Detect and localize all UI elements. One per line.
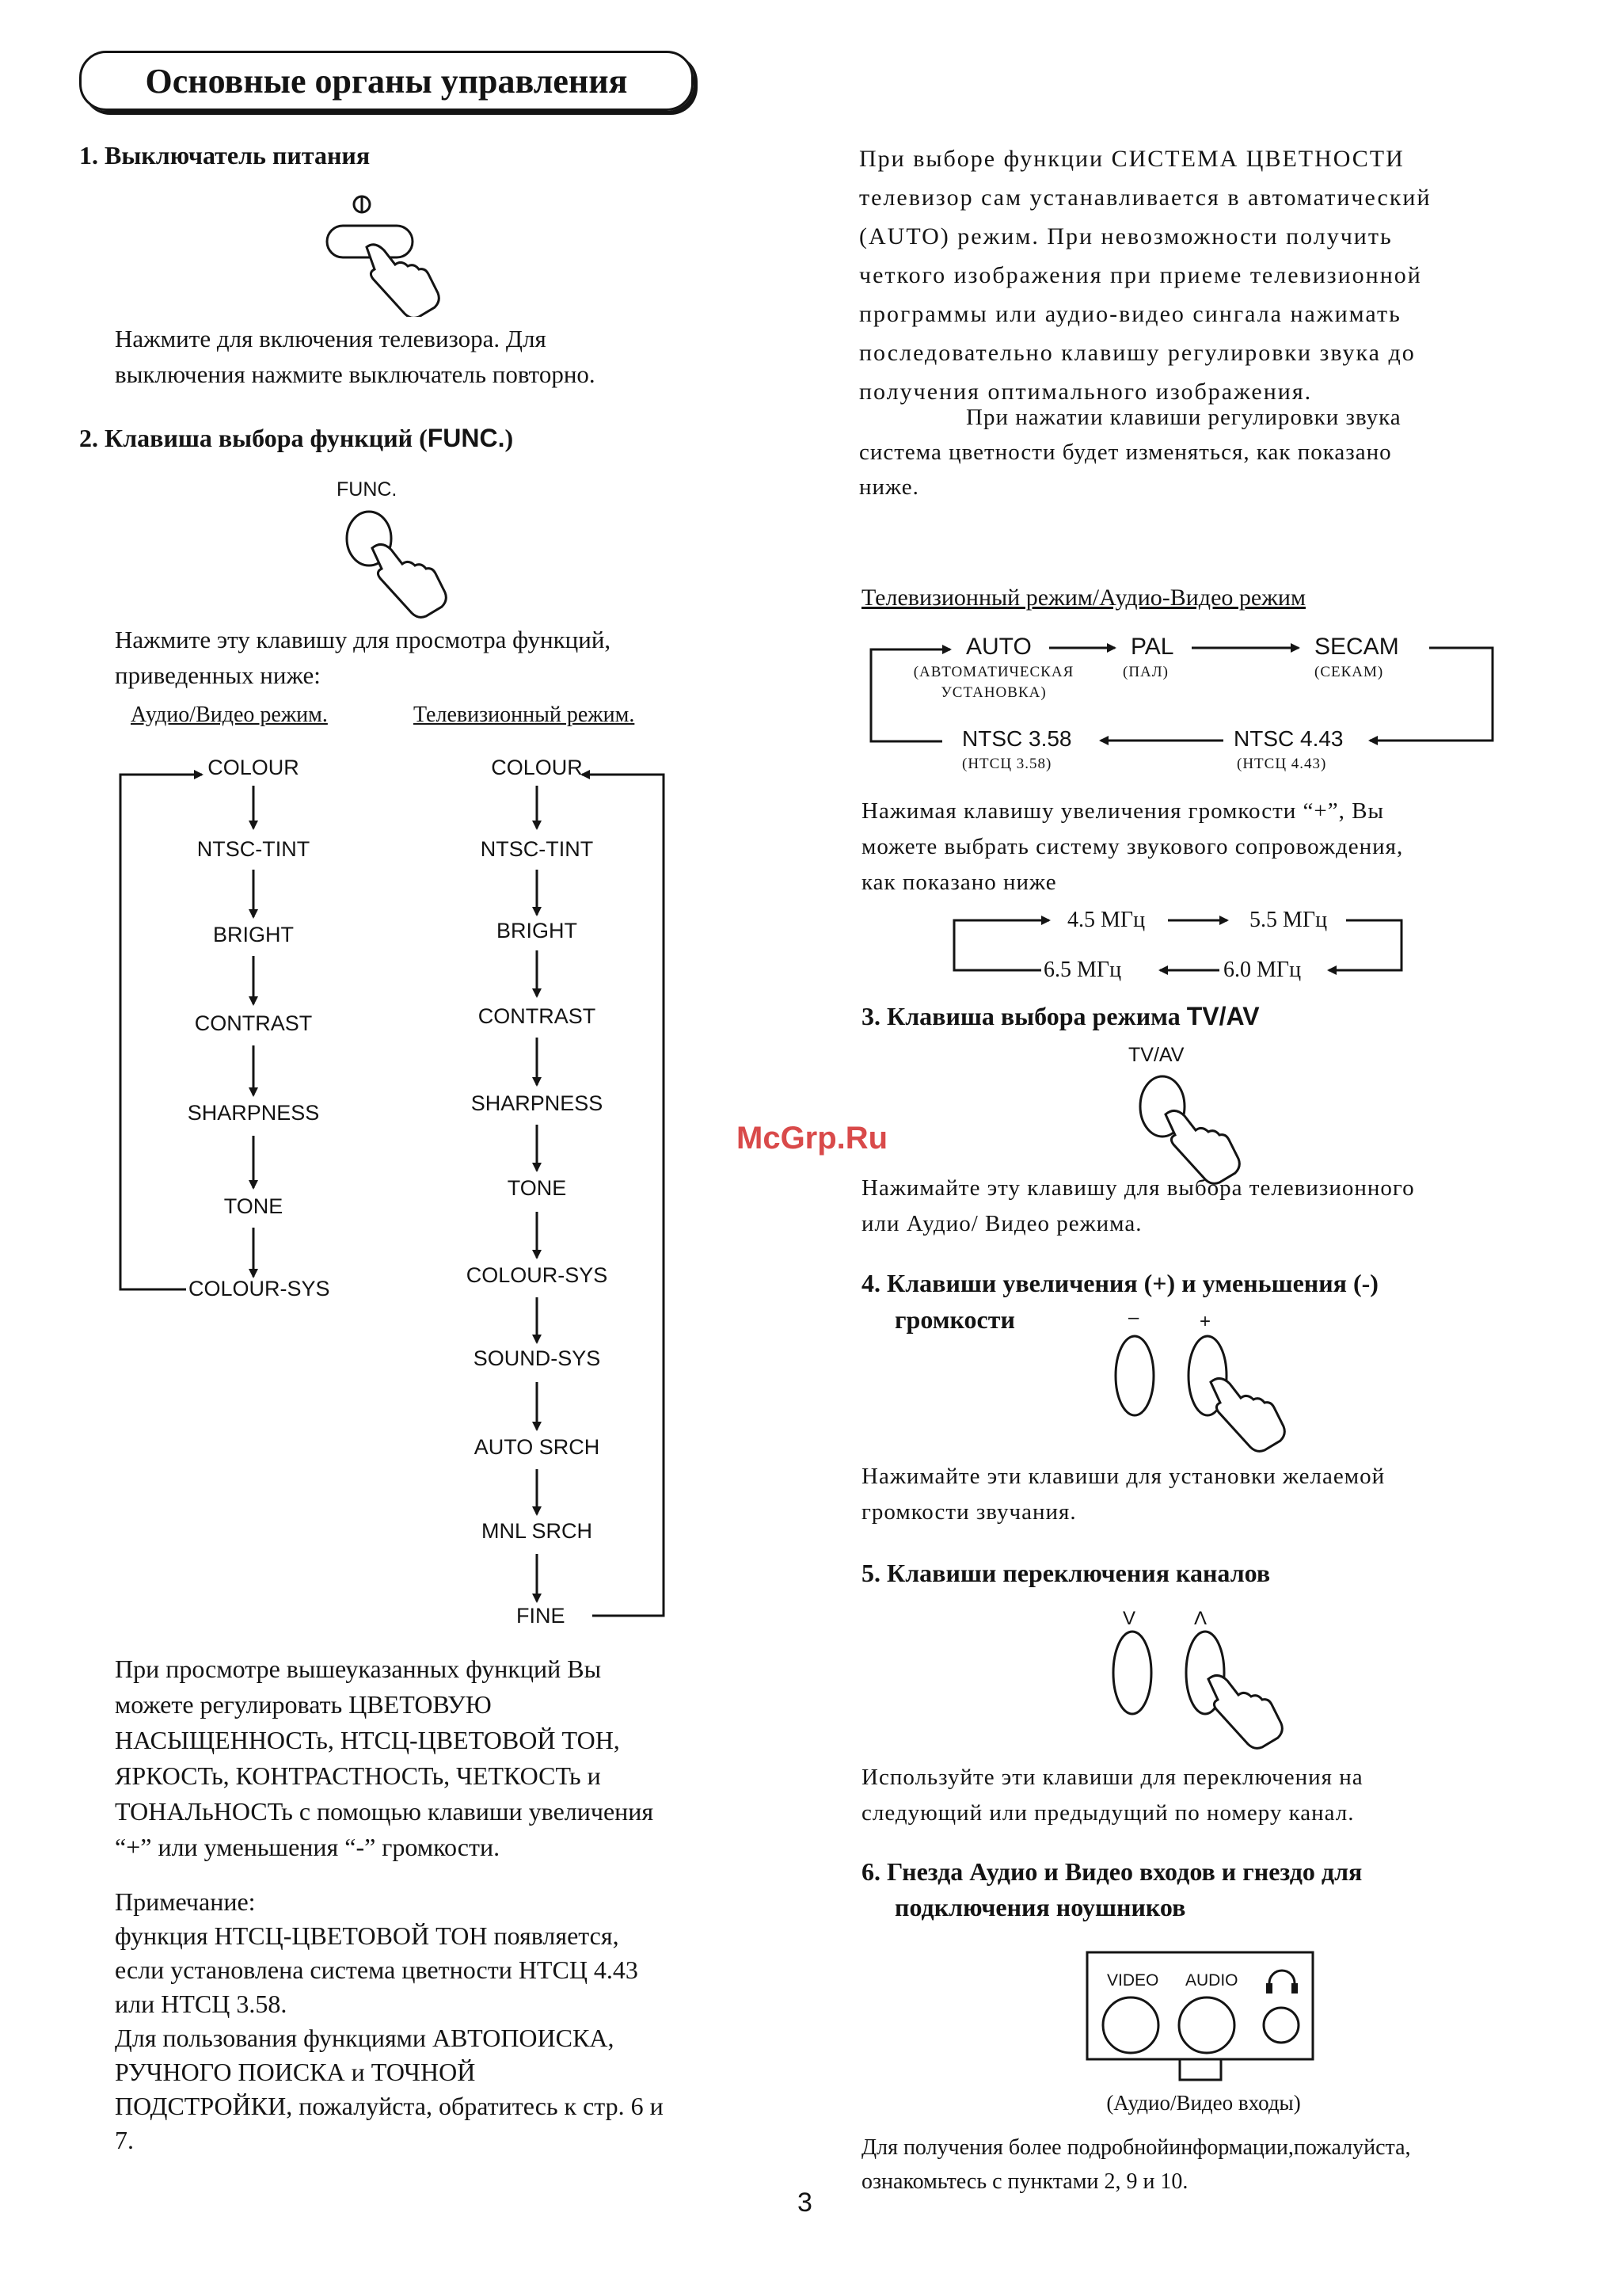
- tv-mode-column-title: Телевизионный режим.: [413, 703, 635, 727]
- cs-secam-sub: (СЕКАМ): [1314, 664, 1384, 680]
- cs-secam: SECAM: [1314, 634, 1399, 660]
- section-4-text: [861, 1459, 1385, 1530]
- cs-auto-sub-2: УСТАНОВКА): [941, 684, 1047, 701]
- sound-6-0: 6.0 МГц: [1223, 958, 1302, 982]
- func-key-name: FUNC.: [427, 424, 505, 452]
- section-2-text-2: приведенных ниже:: [115, 661, 321, 689]
- tv-item-mnl-srch: MNL SRCH: [481, 1519, 592, 1543]
- press-line: система цветности будет изменяться, как показано: [859, 440, 1392, 465]
- section-2-heading-post: ): [504, 424, 514, 452]
- note-line: Примечание:: [115, 1887, 256, 1916]
- tvav-button-label: TV/AV: [1128, 1044, 1185, 1066]
- video-jack-label[interactable]: VIDEO: [1107, 1971, 1159, 1990]
- more-info-line: Для получения более подробнойинформации,пожалуйста,: [861, 2135, 1411, 2160]
- tv-item-bright: BRIGHT: [496, 919, 577, 942]
- cs-ntsc358-sub: (НТСЦ 3.58): [962, 756, 1052, 772]
- section-6-heading-1: 6. Гнезда Аудио и Видео входов и гнездо для: [861, 1857, 1363, 1886]
- intro-line: четкого изображения при приеме телевизионной: [859, 262, 1422, 288]
- section-1-text-2: выключения нажмите выключатель повторно.: [115, 360, 595, 388]
- volume-line: Нажимая клавишу увеличения громкости “+”, Вы: [861, 798, 1384, 824]
- section-3-heading: [861, 1002, 1260, 1031]
- tvav-key-name: TV/AV: [1186, 1002, 1260, 1030]
- jack-caption: (Аудио/Видео входы): [1106, 2091, 1301, 2115]
- minus-key-label: –: [1128, 1307, 1139, 1328]
- intro-line: При выборе функции СИСТЕМА ЦВЕТНОСТИ: [859, 146, 1405, 172]
- av-item-sharpness: SHARPNESS: [187, 1101, 320, 1125]
- volume-buttons-hand-icon: [1112, 1335, 1295, 1457]
- sound-5-5: 5.5 МГц: [1249, 908, 1328, 932]
- tv-item-contrast: CONTRAST: [477, 1004, 596, 1028]
- note-line: ПОДСТРОЙКИ, пожалуйста, обратитесь к стр. 6 и: [115, 2092, 664, 2120]
- tv-item-sound-sys: SOUND-SYS: [473, 1346, 601, 1370]
- section-5-line: Используйте эти клавиши для переключения на: [861, 1765, 1363, 1790]
- section-3-line: или Аудио/ Видео режима.: [861, 1211, 1143, 1236]
- intro-line: телевизор сам устанавливается в автоматический: [859, 185, 1432, 211]
- tv-item-colour-sys: COLOUR-SYS: [466, 1263, 608, 1287]
- volume-line: можете выбрать систему звукового сопровождения,: [861, 834, 1404, 859]
- adjust-line: можете регулировать ЦВЕТОВУЮ: [115, 1690, 492, 1719]
- tv-item-tone: TONE: [507, 1176, 567, 1200]
- adjust-line: ЯРКОСТь, КОНТРАСТНОСТь, ЧЕТКОСТь и: [115, 1761, 601, 1790]
- channel-buttons-hand-icon: [1109, 1630, 1291, 1757]
- watermark: McGrp.Ru: [736, 1121, 888, 1156]
- audio-jack-label[interactable]: AUDIO: [1185, 1971, 1238, 1990]
- func-button-label: FUNC.: [337, 478, 397, 501]
- tv-item-fine: FINE: [516, 1604, 565, 1628]
- note-line: РУЧНОГО ПОИСКА и ТОЧНОЙ: [115, 2058, 476, 2086]
- note-line: 7.: [115, 2126, 134, 2154]
- section-4-line: Нажимайте эти клавиши для установки желаемой: [861, 1464, 1386, 1489]
- cs-ntsc443-sub: (НТСЦ 4.43): [1237, 756, 1327, 772]
- adjust-line: ТОНАЛьНОСТь с помощью клавиши увеличения: [115, 1797, 654, 1826]
- section-2-heading-pre: 2. Клавиша выбора функций (: [79, 424, 428, 452]
- av-mode-column-title: Аудио/Видео режим.: [131, 703, 328, 727]
- headphone-icon: [1265, 1969, 1299, 1996]
- section-3-line: Нажимайте эту клавишу для выбора телевизионного: [861, 1175, 1415, 1201]
- channel-up-label: Λ: [1194, 1608, 1208, 1629]
- note-line: если установлена система цветности НТСЦ 4.43: [115, 1955, 638, 1984]
- note-line: функция НТСЦ-ЦВЕТОВОЙ ТОН появляется,: [115, 1921, 619, 1950]
- tv-item-auto-srch: AUTO SRCH: [474, 1435, 600, 1459]
- volume-line: как показано ниже: [861, 870, 1057, 895]
- tv-item-ntsc-tint: NTSC-TINT: [480, 837, 594, 861]
- sound-6-5: 6.5 МГц: [1044, 958, 1122, 982]
- press-line: При нажатии клавиши регулировки звука: [966, 405, 1402, 430]
- section-5-heading: 5. Клавиши переключения каналов: [861, 1559, 1271, 1587]
- tv-item-colour: COLOUR: [491, 756, 583, 779]
- cs-pal-sub: (ПАЛ): [1123, 664, 1169, 680]
- section-5-line: следующий или предыдущий по номеру канал.: [861, 1800, 1355, 1826]
- adjust-line: При просмотре вышеуказанных функций Вы: [115, 1655, 602, 1683]
- channel-down-label: V: [1123, 1608, 1136, 1629]
- section-4-heading-2: громкости: [895, 1305, 1015, 1334]
- av-item-colour-sys: COLOUR-SYS: [188, 1277, 330, 1300]
- sound-4-5: 4.5 МГц: [1067, 908, 1146, 932]
- section-3-text: [861, 1171, 1415, 1242]
- page-title-text: Основные органы управления: [145, 61, 628, 101]
- av-item-contrast: CONTRAST: [194, 1011, 313, 1035]
- section-6-heading-2: подключения ноушников: [895, 1893, 1186, 1921]
- av-item-colour: COLOUR: [207, 756, 299, 779]
- av-item-bright: BRIGHT: [212, 923, 294, 946]
- section-3-heading-pre: 3. Клавиша выбора режима: [861, 1002, 1187, 1030]
- mode-title: Телевизионный режим/Аудио-Видео режим: [861, 585, 1306, 611]
- cs-pal: PAL: [1131, 634, 1174, 660]
- section-1-text-1: Нажмите для включения телевизора. Для: [115, 325, 546, 352]
- section-5-text: [861, 1760, 1363, 1831]
- cs-auto-sub-1: (АВТОМАТИЧЕСКАЯ: [913, 664, 1074, 680]
- intro-line: получения оптимального изображения.: [859, 379, 1313, 405]
- av-item-tone: TONE: [223, 1194, 283, 1218]
- cs-ntsc358: NTSC 3.58: [962, 726, 1072, 751]
- adjust-line: НАСЫЩЕННОСТь, НТСЦ-ЦВЕТОВОЙ ТОН,: [115, 1726, 620, 1754]
- press-line: ниже.: [859, 474, 919, 500]
- cs-auto: AUTO: [966, 634, 1032, 660]
- intro-line: последовательно клавишу регулировки звука до: [859, 340, 1416, 366]
- section-2-text-1: Нажмите эту клавишу для просмотра функций,: [115, 626, 611, 653]
- plus-key-label: +: [1200, 1311, 1211, 1332]
- section-4-line: громкости звучания.: [861, 1499, 1077, 1525]
- section-4-heading-1: 4. Клавиши увеличения (+) и уменьшения (-): [861, 1269, 1379, 1297]
- more-info-line: ознакомьтесь с пунктами 2, 9 и 10.: [861, 2169, 1189, 2194]
- page-number: 3: [797, 2188, 812, 2218]
- intro-line: (AUTO) режим. При невозможности получить: [859, 223, 1393, 249]
- tv-item-sharpness: SHARPNESS: [470, 1091, 603, 1115]
- adjust-line: “+” или уменьшения “-” громкости.: [115, 1833, 500, 1861]
- cs-ntsc443: NTSC 4.43: [1234, 726, 1344, 751]
- note-line: или НТСЦ 3.58.: [115, 1990, 287, 2018]
- more-info-paragraph: [861, 2131, 1411, 2199]
- section-1-heading: 1. Выключатель питания: [79, 141, 371, 169]
- intro-line: программы или аудио-видео сингала нажимать: [859, 301, 1402, 327]
- note-line: Для пользования функциями АВТОПОИСКА,: [115, 2024, 614, 2052]
- av-item-ntsc-tint: NTSC-TINT: [196, 837, 310, 861]
